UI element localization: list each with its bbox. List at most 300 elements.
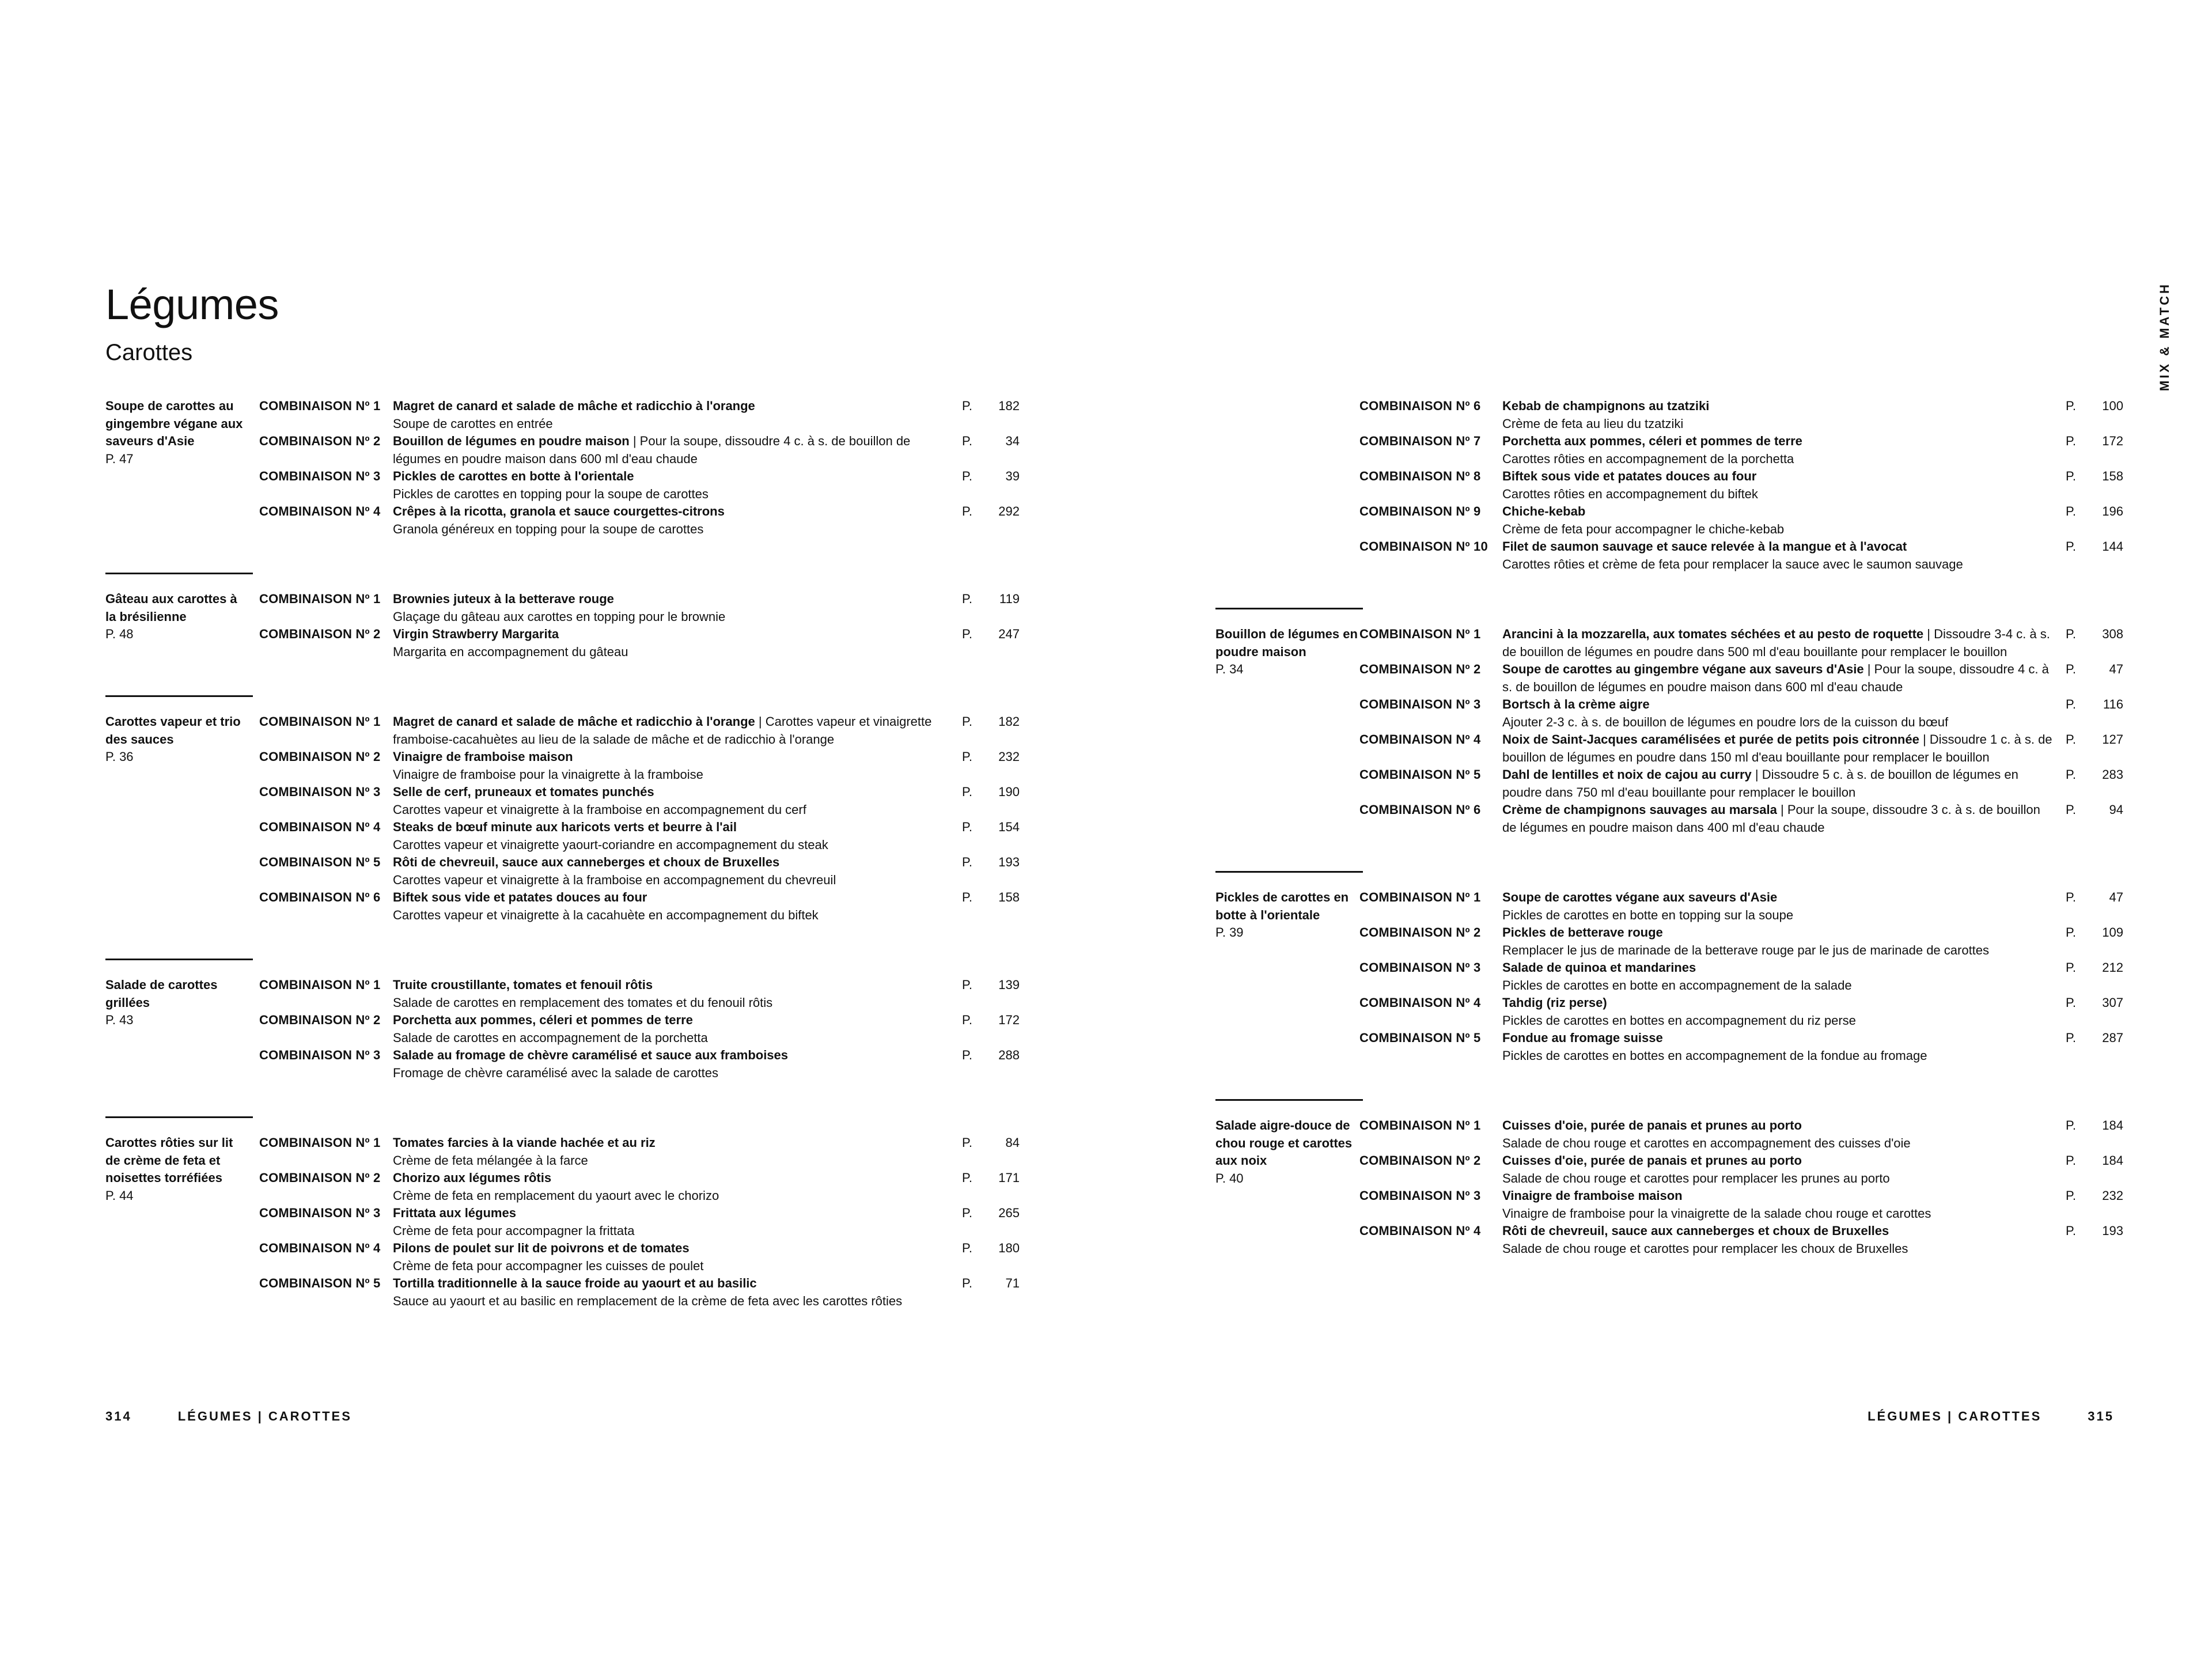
page-prefix: P. [2066,662,2076,676]
page-prefix: P. [962,1013,972,1027]
combination-title: Truite croustillante, tomates et fenouil rôtis [393,978,653,992]
page-reference: 184 [2102,1153,2123,1168]
combination-label: COMBINAISON Nº 6 [1359,802,1481,817]
combination-body [1502,433,2055,468]
combination-list [259,397,1020,538]
combination-title: Magret de canard et salade de mâche et radicchio à l'orange [393,714,755,729]
combination-row [259,889,1020,924]
combination-body [393,748,952,783]
combination-label: COMBINAISON Nº 3 [1359,960,1481,975]
section-divider [105,1116,253,1118]
combination-label: COMBINAISON Nº 2 [259,1013,381,1027]
recipe-section [1215,1117,2123,1257]
page-prefix: P. [962,627,972,641]
page-reference: 196 [2102,504,2123,518]
combination-body [1502,1222,2055,1257]
combination-note: Ajouter 2-3 c. à s. de bouillon de légumes en poudre lors de la cuisson du bœuf [1502,714,1949,729]
combination-body [1502,889,2055,924]
combination-note: Carottes vapeur et vinaigrette yaourt-coriandre en accompagnement du steak [393,837,828,852]
section-recipe-name [105,976,249,1029]
page-prefix: P. [2066,539,2076,554]
combination-body [1502,503,2055,538]
combination-note: Carottes rôties en accompagnement du biftek [1502,486,1758,501]
combination-row [1359,766,2123,801]
combination-body [1502,468,2055,503]
page-reference: 190 [998,785,1020,799]
combination-row [1359,626,2123,661]
combination-title: Kebab de champignons au tzatziki [1502,399,1710,413]
combination-title: Salade au fromage de chèvre caramélisé et sauce aux framboises [393,1048,789,1062]
combination-body [393,433,952,468]
combination-label: COMBINAISON Nº 4 [1359,1224,1481,1238]
combination-row [1359,397,2123,433]
page-prefix: P. [2066,925,2076,940]
combination-row [1359,994,2123,1029]
page-prefix: P. [2066,1224,2076,1238]
combination-note: Carottes vapeur et vinaigrette à la framboise en accompagnement du cerf [393,802,806,817]
combination-note: Crème de feta au lieu du tzatziki [1502,416,1684,431]
recipe-section [1215,397,2123,573]
section-recipe-page: P. 44 [105,1188,134,1203]
page-prefix: P. [2066,890,2076,904]
combination-instruction: | Carottes vapeur et vinaigrette framboise-cacahuètes au lieu de la salade de mâche et de radicchio à l'orange [393,714,932,747]
footer-page-number: 314 [105,1409,132,1423]
combination-note: Granola généreux en topping pour la soupe de carottes [393,521,704,536]
section-recipe-title: Salade de carottes grillées [105,978,218,1010]
section-recipe-page: P. 36 [105,749,134,764]
page-reference: 47 [2109,890,2123,904]
combination-row [259,503,1020,538]
combination-label: COMBINAISON Nº 5 [1359,1031,1481,1045]
section-recipe-name [1215,889,1359,942]
combination-title: Noix de Saint-Jacques caramélisées et purée de petits pois citronnée [1502,732,1919,747]
recipe-section [105,1134,1020,1310]
combination-label: COMBINAISON Nº 1 [1359,1118,1481,1132]
recipe-section [1215,626,2123,836]
combination-body [1502,538,2055,573]
combination-body [393,626,952,661]
combination-row [259,468,1020,503]
recipe-section [105,976,1020,1082]
combination-label: COMBINAISON Nº 5 [259,855,381,869]
page-reference: 308 [2102,627,2123,641]
combination-note: Remplacer le jus de marinade de la betterave rouge par le jus de marinade de carottes [1502,942,1990,957]
combination-title: Frittata aux légumes [393,1206,516,1220]
combination-label: COMBINAISON Nº 1 [1359,627,1481,641]
combination-body [393,854,952,889]
combination-label: COMBINAISON Nº 4 [1359,995,1481,1010]
combination-note: Pickles de carottes en bottes en accompagnement du riz perse [1502,1013,1856,1028]
page-reference: 100 [2102,399,2123,413]
page-prefix: P. [2066,627,2076,641]
combination-note: Carottes rôties en accompagnement de la porchetta [1502,451,1794,466]
combination-body [1502,1152,2055,1187]
combination-title: Cuisses d'oie, purée de panais et prunes au porto [1502,1153,1802,1168]
combination-label: COMBINAISON Nº 5 [259,1276,381,1290]
section-recipe-name [105,397,249,468]
combination-body [393,976,952,1012]
combination-label: COMBINAISON Nº 4 [1359,732,1481,747]
side-label: MIX & MATCH [2157,282,2172,392]
section-recipe-title: Soupe de carottes au gingembre végane aux saveurs d'Asie [105,399,243,448]
combination-row [1359,1222,2123,1257]
combination-label: COMBINAISON Nº 2 [259,1171,381,1185]
page-prefix: P. [962,469,972,483]
section-recipe-title: Carottes vapeur et trio des sauces [105,714,241,747]
combination-body [393,713,952,748]
page-prefix: P. [962,1276,972,1290]
combination-label: COMBINAISON Nº 4 [259,820,381,834]
combination-label: COMBINAISON Nº 1 [1359,890,1481,904]
combination-row [259,1134,1020,1169]
combination-body [393,468,952,503]
page-reference: 288 [998,1048,1020,1062]
combination-title: Crêpes à la ricotta, granola et sauce courgettes-citrons [393,504,725,518]
combination-note: Pickles de carottes en bottes en accompagnement de la fondue au fromage [1502,1048,1927,1063]
section-recipe-name [1215,1117,1359,1187]
combination-instruction: | Pour la soupe, dissoudre 4 c. à s. de bouillon de légumes en poudre maison dans 600 ml d'eau chaude [1502,662,2049,694]
combination-body [1502,661,2055,696]
combination-row [259,1047,1020,1082]
combination-row [259,1240,1020,1275]
section-divider [1215,871,1363,873]
page-reference: 158 [2102,469,2123,483]
page-prefix: P. [2066,1153,2076,1168]
combination-body [393,590,952,626]
page-reference: 184 [2102,1118,2123,1132]
footer-right [1868,1409,2114,1424]
combination-title: Pilons de poulet sur lit de poivrons et de tomates [393,1241,690,1255]
page-reference: 232 [998,749,1020,764]
combination-title: Bouillon de légumes en poudre maison [393,434,630,448]
combination-label: COMBINAISON Nº 2 [1359,1153,1481,1168]
combination-row [259,854,1020,889]
page-reference: 172 [2102,434,2123,448]
combination-note: Salade de chou rouge et carottes pour remplacer les prunes au porto [1502,1171,1890,1185]
combination-body [393,783,952,819]
combination-note: Crème de feta pour accompagner la frittata [393,1223,635,1238]
combination-instruction: | Dissoudre 5 c. à s. de bouillon de légumes en poudre dans 750 ml d'eau bouillante pour remplacer le bouillon [1502,767,2018,800]
page-prefix: P. [2066,1118,2076,1132]
combination-row [1359,731,2123,766]
page-prefix: P. [962,1241,972,1255]
combination-body [393,397,952,433]
page-subtitle: Carottes [105,340,193,365]
combination-body [1502,1117,2055,1152]
footer-running-title: LÉGUMES | CAROTTES [1868,1409,2042,1423]
combination-note: Salade de carottes en remplacement des tomates et du fenouil rôtis [393,995,773,1010]
combination-row [259,819,1020,854]
combination-list [1359,1117,2123,1257]
combination-row [1359,696,2123,731]
combination-label: COMBINAISON Nº 3 [259,469,381,483]
combination-label: COMBINAISON Nº 1 [259,1135,381,1150]
page-reference: 119 [999,592,1020,606]
page-reference: 139 [998,978,1020,992]
section-recipe-page: P. 43 [105,1013,134,1027]
combination-row [1359,1187,2123,1222]
section-recipe-title: Carottes rôties sur lit de crème de feta et noisettes torréfiées [105,1135,233,1185]
page-reference: 71 [1005,1276,1020,1290]
page-reference: 247 [998,627,1020,641]
combination-note: Glaçage du gâteau aux carottes en topping pour le brownie [393,609,726,624]
combination-label: COMBINAISON Nº 2 [259,627,381,641]
footer-running-title: LÉGUMES | CAROTTES [177,1409,352,1423]
combination-title: Crème de champignons sauvages au marsala [1502,802,1777,817]
combination-note: Salade de chou rouge et carottes en accompagnement des cuisses d'oie [1502,1135,1911,1150]
combination-title: Bortsch à la crème aigre [1502,697,1650,711]
page-reference: 283 [2102,767,2123,782]
combination-title: Tortilla traditionnelle à la sauce froide au yaourt et au basilic [393,1276,757,1290]
combination-title: Selle de cerf, pruneaux et tomates punchés [393,785,654,799]
page-reference: 158 [998,890,1020,904]
page-prefix: P. [2066,1031,2076,1045]
page-prefix: P. [962,820,972,834]
combination-body [393,889,952,924]
recipe-section [1215,889,2123,1065]
combination-body [393,819,952,854]
combination-list [1359,626,2123,836]
combination-note: Crème de feta en remplacement du yaourt avec le chorizo [393,1188,719,1203]
combination-row [259,626,1020,661]
combination-note: Carottes vapeur et vinaigrette à la framboise en accompagnement du chevreuil [393,872,836,887]
section-recipe-title: Pickles de carottes en botte à l'orientale [1215,890,1349,922]
combination-label: COMBINAISON Nº 7 [1359,434,1481,448]
section-divider [1215,608,1363,609]
combination-body [1502,731,2055,766]
combination-row [1359,661,2123,696]
section-recipe-title: Gâteau aux carottes à la brésilienne [105,592,237,624]
combination-note: Salade de carottes en accompagnement de la porchetta [393,1030,708,1045]
combination-row [1359,1117,2123,1152]
page-prefix: P. [2066,504,2076,518]
page-reference: 116 [2103,697,2123,711]
combination-body [1502,959,2055,994]
combination-row [259,1169,1020,1205]
page-prefix: P. [2066,697,2076,711]
combination-title: Cuisses d'oie, purée de panais et prunes au porto [1502,1118,1802,1132]
combination-body [393,1047,952,1082]
combination-body [393,1205,952,1240]
footer-left [105,1409,352,1424]
page-reference: 127 [2102,732,2123,747]
combination-row [259,748,1020,783]
combination-body [1502,397,2055,433]
combination-note: Crème de feta pour accompagner le chiche-kebab [1502,521,1785,536]
page-reference: 171 [998,1171,1020,1185]
combination-list [259,590,1020,661]
combination-row [1359,1152,2123,1187]
combination-label: COMBINAISON Nº 6 [259,890,381,904]
combination-note: Pickles de carottes en botte en accompagnement de la salade [1502,978,1852,993]
combination-note: Vinaigre de framboise pour la vinaigrette de la salade chou rouge et carottes [1502,1206,1931,1221]
page-prefix: P. [962,1171,972,1185]
combination-label: COMBINAISON Nº 3 [259,1048,381,1062]
section-recipe-page: P. 39 [1215,925,1244,940]
combination-title: Fondue au fromage suisse [1502,1031,1663,1045]
combination-row [259,783,1020,819]
page-reference: 265 [998,1206,1020,1220]
section-divider [105,959,253,960]
combination-title: Rôti de chevreuil, sauce aux canneberges et choux de Bruxelles [393,855,780,869]
combination-note: Soupe de carottes en entrée [393,416,553,431]
section-divider [105,695,253,697]
page-prefix: P. [962,1135,972,1150]
section-recipe-page: P. 34 [1215,662,1244,676]
page-prefix: P. [2066,732,2076,747]
combination-instruction: | Pour la soupe, dissoudre 4 c. à s. de bouillon de légumes en poudre maison dans 600 ml d'eau chaude [393,434,911,466]
combination-body [393,1012,952,1047]
page-reference: 94 [2109,802,2123,817]
combination-body [1502,696,2055,731]
page-reference: 232 [2102,1188,2123,1203]
combination-label: COMBINAISON Nº 9 [1359,504,1481,518]
combination-label: COMBINAISON Nº 10 [1359,539,1488,554]
combination-row [1359,503,2123,538]
combination-row [259,1205,1020,1240]
combination-row [1359,468,2123,503]
combination-title: Chorizo aux légumes rôtis [393,1171,552,1185]
combination-row [1359,538,2123,573]
combination-label: COMBINAISON Nº 3 [259,785,381,799]
page-prefix: P. [2066,1188,2076,1203]
combination-title: Biftek sous vide et patates douces au four [393,890,647,904]
combination-title: Dahl de lentilles et noix de cajou au curry [1502,767,1752,782]
section-recipe-name [105,590,249,643]
combination-instruction: | Pour la soupe, dissoudre 3 c. à s. de bouillon de légumes en poudre maison dans 400 ml d'eau chaude [1502,802,2040,835]
page-prefix: P. [962,855,972,869]
combination-title: Tahdig (riz perse) [1502,995,1607,1010]
section-recipe-name [105,1134,249,1205]
combination-label: COMBINAISON Nº 3 [259,1206,381,1220]
combination-title: Vinaigre de framboise maison [1502,1188,1683,1203]
page-reference: 144 [2102,539,2123,554]
page-reference: 84 [1005,1135,1020,1150]
combination-row [259,713,1020,748]
section-recipe-name [1215,626,1359,679]
page-prefix: P. [962,749,972,764]
page-prefix: P. [962,434,972,448]
page-prefix: P. [962,714,972,729]
combination-row [1359,889,2123,924]
combination-body [1502,924,2055,959]
page-reference: 39 [1005,469,1020,483]
combination-note: Margarita en accompagnement du gâteau [393,644,628,659]
combination-row [259,397,1020,433]
combination-label: COMBINAISON Nº 1 [259,714,381,729]
combination-row [259,433,1020,468]
combination-row [1359,924,2123,959]
combination-label: COMBINAISON Nº 5 [1359,767,1481,782]
combination-row [259,1012,1020,1047]
combination-title: Virgin Strawberry Margarita [393,627,559,641]
combination-row [1359,1029,2123,1065]
combination-body [393,1169,952,1205]
page-reference: 109 [2102,925,2123,940]
recipe-section [105,590,1020,661]
section-recipe-page: P. 48 [105,627,134,641]
right-column [1215,397,2123,1257]
combination-label: COMBINAISON Nº 6 [1359,399,1481,413]
combination-body [1502,626,2055,661]
combination-list [259,1134,1020,1310]
combination-body [393,1240,952,1275]
combination-title: Arancini à la mozzarella, aux tomates séchées et au pesto de roquette [1502,627,1924,641]
combination-note: Vinaigre de framboise pour la vinaigrette à la framboise [393,767,703,782]
page-prefix: P. [962,785,972,799]
combination-title: Soupe de carottes végane aux saveurs d'Asie [1502,890,1778,904]
combination-note: Carottes vapeur et vinaigrette à la cacahuète en accompagnement du biftek [393,907,819,922]
left-column [105,397,1020,1310]
combination-label: COMBINAISON Nº 4 [259,504,381,518]
combination-instruction: | Dissoudre 1 c. à s. de bouillon de légumes en poudre dans 150 ml d'eau bouillante pour remplacer le bouillon [1502,732,2052,764]
combination-body [1502,766,2055,801]
combination-body [1502,1187,2055,1222]
page-prefix: P. [962,1206,972,1220]
combination-note: Pickles de carottes en botte en topping sur la soupe [1502,907,1794,922]
page-prefix: P. [962,504,972,518]
combination-note: Fromage de chèvre caramélisé avec la salade de carottes [393,1065,718,1080]
combination-label: COMBINAISON Nº 3 [1359,1188,1481,1203]
combination-title: Soupe de carottes au gingembre végane aux saveurs d'Asie [1502,662,1864,676]
combination-row [1359,959,2123,994]
page-reference: 307 [2102,995,2123,1010]
combination-note: Salade de chou rouge et carottes pour remplacer les choux de Bruxelles [1502,1241,1908,1256]
section-recipe-title: Bouillon de légumes en poudre maison [1215,627,1358,659]
page-reference: 47 [2109,662,2123,676]
page-reference: 182 [998,714,1020,729]
page-prefix: P. [962,890,972,904]
combination-title: Porchetta aux pommes, céleri et pommes de terre [1502,434,1802,448]
combination-note: Crème de feta mélangée à la farce [393,1153,588,1168]
combination-label: COMBINAISON Nº 4 [259,1241,381,1255]
footer-page-number: 315 [2088,1409,2114,1423]
combination-row [259,1275,1020,1310]
page-reference: 154 [998,820,1020,834]
combination-list [259,976,1020,1082]
combination-body [1502,801,2055,836]
page-prefix: P. [962,592,972,606]
page-prefix: P. [962,978,972,992]
page-prefix: P. [2066,960,2076,975]
combination-label: COMBINAISON Nº 2 [259,434,381,448]
combination-label: COMBINAISON Nº 1 [259,978,381,992]
page-reference: 34 [1005,434,1020,448]
combination-title: Steaks de bœuf minute aux haricots verts et beurre à l'ail [393,820,737,834]
recipe-section [105,713,1020,924]
page-prefix: P. [2066,802,2076,817]
combination-list [1359,397,2123,573]
combination-label: COMBINAISON Nº 2 [1359,925,1481,940]
combination-instruction: | Dissoudre 3-4 c. à s. de bouillon de légumes en poudre dans 500 ml d'eau bouillante pour remplacer le bouillon [1502,627,2050,659]
page-prefix: P. [2066,434,2076,448]
section-recipe-title: Salade aigre-douce de chou rouge et carottes aux noix [1215,1118,1353,1168]
page-reference: 193 [998,855,1020,869]
combination-title: Salade de quinoa et mandarines [1502,960,1696,975]
page-prefix: P. [2066,767,2076,782]
page-reference: 287 [2102,1031,2123,1045]
combination-body [393,1134,952,1169]
combination-title: Brownies juteux à la betterave rouge [393,592,614,606]
combination-title: Chiche-kebab [1502,504,1586,518]
combination-title: Magret de canard et salade de mâche et radicchio à l'orange [393,399,755,413]
page-reference: 292 [998,504,1020,518]
recipe-section [105,397,1020,538]
combination-row [259,976,1020,1012]
combination-title: Pickles de carottes en botte à l'orientale [393,469,634,483]
combination-list [259,713,1020,924]
page-reference: 180 [998,1241,1020,1255]
